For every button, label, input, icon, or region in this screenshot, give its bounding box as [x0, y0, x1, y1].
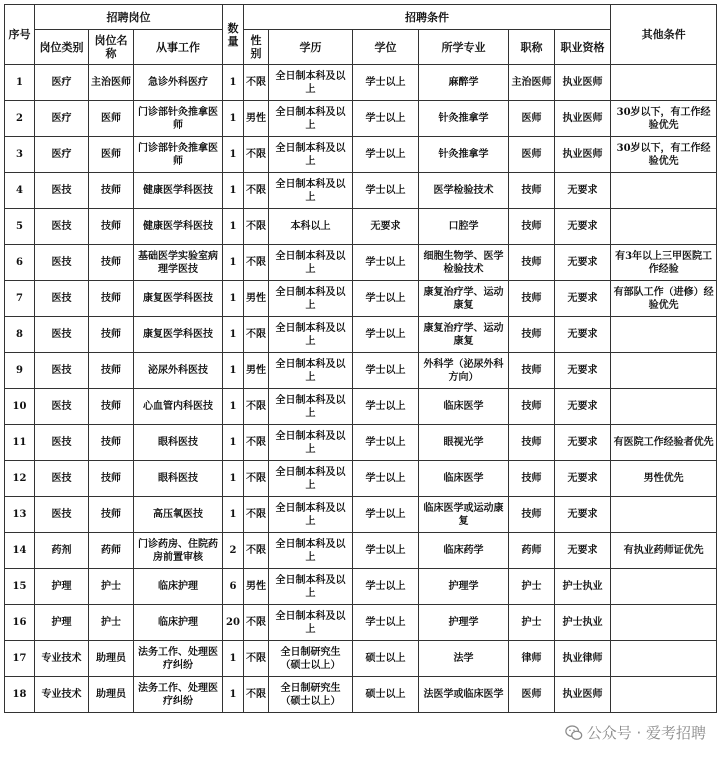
title-cell: 医师 — [509, 101, 555, 137]
category-cell: 医技 — [35, 173, 89, 209]
category-cell: 医技 — [35, 209, 89, 245]
table-row — [5, 497, 717, 533]
other-cell — [611, 209, 717, 245]
title-cell: 技师 — [509, 209, 555, 245]
other-cell — [611, 65, 717, 101]
other-cell: 30岁以下，有工作经验优先 — [611, 101, 717, 137]
post-name-cell: 药师 — [89, 533, 134, 569]
watermark — [565, 722, 706, 743]
seq-cell: 8 — [5, 317, 35, 353]
title-cell: 技师 — [509, 281, 555, 317]
qualification-cell: 无要求 — [555, 425, 611, 461]
header-category: 岗位类别 — [35, 30, 89, 65]
work-cell: 高压氧医技 — [134, 497, 223, 533]
table-row — [5, 605, 717, 641]
other-cell — [611, 317, 717, 353]
degree-cell: 学士以上 — [353, 245, 419, 281]
other-cell — [611, 353, 717, 389]
gender-cell: 不限 — [244, 425, 269, 461]
other-cell — [611, 173, 717, 209]
header-degree: 学位 — [353, 30, 419, 65]
degree-cell: 学士以上 — [353, 173, 419, 209]
table-row — [5, 677, 717, 713]
education-cell: 全日制本科及以上 — [269, 173, 353, 209]
work-cell: 法务工作、处理医疗纠纷 — [134, 641, 223, 677]
qualification-cell: 无要求 — [555, 461, 611, 497]
work-cell: 健康医学科医技 — [134, 173, 223, 209]
major-cell: 临床医学 — [419, 389, 509, 425]
post-name-cell: 主治医师 — [89, 65, 134, 101]
gender-cell: 男性 — [244, 281, 269, 317]
category-cell: 专业技术 — [35, 641, 89, 677]
title-cell: 技师 — [509, 245, 555, 281]
major-cell: 临床医学或运动康复 — [419, 497, 509, 533]
qualification-cell: 无要求 — [555, 317, 611, 353]
category-cell: 医技 — [35, 497, 89, 533]
table-row — [5, 245, 717, 281]
gender-cell: 不限 — [244, 173, 269, 209]
category-cell: 医疗 — [35, 65, 89, 101]
header-seq: 序号 — [5, 5, 35, 65]
post-name-cell: 技师 — [89, 425, 134, 461]
other-cell: 有医院工作经验者优先 — [611, 425, 717, 461]
gender-cell: 不限 — [244, 245, 269, 281]
education-cell: 全日制本科及以上 — [269, 353, 353, 389]
degree-cell: 学士以上 — [353, 65, 419, 101]
title-cell: 护士 — [509, 605, 555, 641]
education-cell: 全日制本科及以上 — [269, 137, 353, 173]
degree-cell: 学士以上 — [353, 569, 419, 605]
qualification-cell: 护士执业 — [555, 569, 611, 605]
table-row — [5, 461, 717, 497]
other-cell — [611, 497, 717, 533]
work-cell: 门诊药房、住院药房前置审核 — [134, 533, 223, 569]
wechat-icon — [565, 724, 583, 742]
work-cell: 心血管内科医技 — [134, 389, 223, 425]
work-cell: 健康医学科医技 — [134, 209, 223, 245]
education-cell: 全日制本科及以上 — [269, 317, 353, 353]
major-cell: 眼视光学 — [419, 425, 509, 461]
category-cell: 医疗 — [35, 101, 89, 137]
major-cell: 康复治疗学、运动康复 — [419, 317, 509, 353]
seq-cell: 15 — [5, 569, 35, 605]
table-row — [5, 389, 717, 425]
major-cell: 护理学 — [419, 569, 509, 605]
degree-cell: 学士以上 — [353, 353, 419, 389]
work-cell: 泌尿外科医技 — [134, 353, 223, 389]
seq-cell: 9 — [5, 353, 35, 389]
count-cell: 1 — [223, 677, 244, 713]
education-cell: 全日制本科及以上 — [269, 461, 353, 497]
degree-cell: 硕士以上 — [353, 677, 419, 713]
seq-cell: 6 — [5, 245, 35, 281]
degree-cell: 学士以上 — [353, 425, 419, 461]
count-cell: 1 — [223, 281, 244, 317]
qualification-cell: 无要求 — [555, 209, 611, 245]
seq-cell: 7 — [5, 281, 35, 317]
degree-cell: 无要求 — [353, 209, 419, 245]
table-row — [5, 569, 717, 605]
other-cell: 30岁以下，有工作经验优先 — [611, 137, 717, 173]
major-cell: 康复治疗学、运动康复 — [419, 281, 509, 317]
count-cell: 1 — [223, 137, 244, 173]
header-conditions-group: 招聘条件 — [244, 5, 611, 30]
table-row — [5, 101, 717, 137]
title-cell: 医师 — [509, 677, 555, 713]
qualification-cell: 无要求 — [555, 389, 611, 425]
major-cell: 外科学（泌尿外科方向） — [419, 353, 509, 389]
category-cell: 专业技术 — [35, 677, 89, 713]
gender-cell: 不限 — [244, 497, 269, 533]
work-cell: 眼科医技 — [134, 425, 223, 461]
major-cell: 针灸推拿学 — [419, 137, 509, 173]
work-cell: 临床护理 — [134, 569, 223, 605]
degree-cell: 硕士以上 — [353, 641, 419, 677]
qualification-cell: 执业医师 — [555, 101, 611, 137]
other-cell — [611, 641, 717, 677]
count-cell: 1 — [223, 425, 244, 461]
header-title: 职称 — [509, 30, 555, 65]
count-cell: 1 — [223, 245, 244, 281]
table-row — [5, 317, 717, 353]
education-cell: 全日制本科及以上 — [269, 605, 353, 641]
qualification-cell: 无要求 — [555, 497, 611, 533]
work-cell: 门诊部针灸推拿医师 — [134, 137, 223, 173]
title-cell: 技师 — [509, 425, 555, 461]
count-cell: 1 — [223, 173, 244, 209]
category-cell: 护理 — [35, 569, 89, 605]
title-cell: 技师 — [509, 461, 555, 497]
major-cell: 口腔学 — [419, 209, 509, 245]
work-cell: 法务工作、处理医疗纠纷 — [134, 677, 223, 713]
major-cell: 细胞生物学、医学检验技术 — [419, 245, 509, 281]
category-cell: 药剂 — [35, 533, 89, 569]
degree-cell: 学士以上 — [353, 137, 419, 173]
post-name-cell: 技师 — [89, 209, 134, 245]
post-name-cell: 技师 — [89, 461, 134, 497]
other-cell — [611, 677, 717, 713]
other-cell — [611, 605, 717, 641]
work-cell: 眼科医技 — [134, 461, 223, 497]
gender-cell: 男性 — [244, 101, 269, 137]
work-cell: 基础医学实验室病理学医技 — [134, 245, 223, 281]
category-cell: 医技 — [35, 317, 89, 353]
qualification-cell: 无要求 — [555, 245, 611, 281]
title-cell: 技师 — [509, 317, 555, 353]
gender-cell: 不限 — [244, 677, 269, 713]
title-cell: 医师 — [509, 137, 555, 173]
count-cell: 1 — [223, 101, 244, 137]
seq-cell: 3 — [5, 137, 35, 173]
title-cell: 律师 — [509, 641, 555, 677]
title-cell: 护士 — [509, 569, 555, 605]
table-row — [5, 425, 717, 461]
category-cell: 医技 — [35, 461, 89, 497]
education-cell: 全日制本科及以上 — [269, 569, 353, 605]
post-name-cell: 护士 — [89, 605, 134, 641]
degree-cell: 学士以上 — [353, 533, 419, 569]
post-name-cell: 护士 — [89, 569, 134, 605]
qualification-cell: 执业律师 — [555, 641, 611, 677]
seq-cell: 5 — [5, 209, 35, 245]
count-cell: 1 — [223, 461, 244, 497]
category-cell: 医技 — [35, 425, 89, 461]
education-cell: 全日制研究生（硕士以上） — [269, 677, 353, 713]
count-cell: 1 — [223, 209, 244, 245]
count-cell: 1 — [223, 317, 244, 353]
other-cell: 有部队工作（进修）经验优先 — [611, 281, 717, 317]
table-row — [5, 209, 717, 245]
category-cell: 护理 — [35, 605, 89, 641]
count-cell: 2 — [223, 533, 244, 569]
post-name-cell: 技师 — [89, 245, 134, 281]
post-name-cell: 医师 — [89, 137, 134, 173]
education-cell: 全日制本科及以上 — [269, 533, 353, 569]
count-cell: 1 — [223, 65, 244, 101]
category-cell: 医疗 — [35, 137, 89, 173]
post-name-cell: 医师 — [89, 101, 134, 137]
title-cell: 技师 — [509, 497, 555, 533]
table-row — [5, 137, 717, 173]
education-cell: 全日制本科及以上 — [269, 101, 353, 137]
header-post-name: 岗位名称 — [89, 30, 134, 65]
watermark-text: 公众号 · 爱考招聘 — [586, 724, 706, 742]
other-cell: 男性优先 — [611, 461, 717, 497]
major-cell: 法学 — [419, 641, 509, 677]
education-cell: 全日制本科及以上 — [269, 497, 353, 533]
header-gender: 性别 — [244, 30, 269, 65]
education-cell: 全日制本科及以上 — [269, 389, 353, 425]
degree-cell: 学士以上 — [353, 317, 419, 353]
category-cell: 医技 — [35, 353, 89, 389]
major-cell: 临床药学 — [419, 533, 509, 569]
header-post-group: 招聘岗位 — [35, 5, 223, 30]
header-work: 从事工作 — [134, 30, 223, 65]
gender-cell: 不限 — [244, 65, 269, 101]
qualification-cell: 执业医师 — [555, 137, 611, 173]
title-cell: 技师 — [509, 389, 555, 425]
gender-cell: 不限 — [244, 389, 269, 425]
gender-cell: 男性 — [244, 569, 269, 605]
gender-cell: 不限 — [244, 461, 269, 497]
seq-cell: 13 — [5, 497, 35, 533]
seq-cell: 14 — [5, 533, 35, 569]
qualification-cell: 无要求 — [555, 353, 611, 389]
header-education: 学历 — [269, 30, 353, 65]
category-cell: 医技 — [35, 245, 89, 281]
major-cell: 法医学或临床医学 — [419, 677, 509, 713]
degree-cell: 学士以上 — [353, 281, 419, 317]
post-name-cell: 技师 — [89, 317, 134, 353]
work-cell: 临床护理 — [134, 605, 223, 641]
seq-cell: 2 — [5, 101, 35, 137]
major-cell: 护理学 — [419, 605, 509, 641]
gender-cell: 不限 — [244, 209, 269, 245]
degree-cell: 学士以上 — [353, 497, 419, 533]
category-cell: 医技 — [35, 281, 89, 317]
seq-cell: 16 — [5, 605, 35, 641]
gender-cell: 不限 — [244, 641, 269, 677]
qualification-cell: 执业医师 — [555, 677, 611, 713]
post-name-cell: 技师 — [89, 353, 134, 389]
qualification-cell: 无要求 — [555, 281, 611, 317]
count-cell: 1 — [223, 389, 244, 425]
recruitment-table — [4, 4, 717, 713]
table-row — [5, 641, 717, 677]
other-cell: 有3年以上三甲医院工作经验 — [611, 245, 717, 281]
education-cell: 全日制研究生（硕士以上） — [269, 641, 353, 677]
other-cell — [611, 389, 717, 425]
count-cell: 20 — [223, 605, 244, 641]
major-cell: 医学检验技术 — [419, 173, 509, 209]
education-cell: 全日制本科及以上 — [269, 65, 353, 101]
table-body — [5, 65, 717, 713]
education-cell: 全日制本科及以上 — [269, 245, 353, 281]
work-cell: 急诊外科医疗 — [134, 65, 223, 101]
qualification-cell: 护士执业 — [555, 605, 611, 641]
qualification-cell: 无要求 — [555, 533, 611, 569]
seq-cell: 17 — [5, 641, 35, 677]
other-cell — [611, 569, 717, 605]
major-cell: 麻醉学 — [419, 65, 509, 101]
gender-cell: 男性 — [244, 353, 269, 389]
qualification-cell: 无要求 — [555, 173, 611, 209]
gender-cell: 不限 — [244, 533, 269, 569]
degree-cell: 学士以上 — [353, 101, 419, 137]
count-cell: 6 — [223, 569, 244, 605]
gender-cell: 不限 — [244, 317, 269, 353]
post-name-cell: 技师 — [89, 173, 134, 209]
major-cell: 针灸推拿学 — [419, 101, 509, 137]
table-row — [5, 533, 717, 569]
post-name-cell: 助理员 — [89, 677, 134, 713]
title-cell: 药师 — [509, 533, 555, 569]
post-name-cell: 技师 — [89, 389, 134, 425]
count-cell: 1 — [223, 497, 244, 533]
table-row — [5, 173, 717, 209]
table-row — [5, 65, 717, 101]
education-cell: 本科以上 — [269, 209, 353, 245]
table-row — [5, 281, 717, 317]
header-count: 数量 — [223, 5, 244, 65]
count-cell: 1 — [223, 353, 244, 389]
seq-cell: 10 — [5, 389, 35, 425]
title-cell: 技师 — [509, 353, 555, 389]
seq-cell: 4 — [5, 173, 35, 209]
table-row — [5, 353, 717, 389]
education-cell: 全日制本科及以上 — [269, 281, 353, 317]
qualification-cell: 执业医师 — [555, 65, 611, 101]
gender-cell: 不限 — [244, 605, 269, 641]
seq-cell: 12 — [5, 461, 35, 497]
seq-cell: 18 — [5, 677, 35, 713]
post-name-cell: 技师 — [89, 281, 134, 317]
header-major: 所学专业 — [419, 30, 509, 65]
gender-cell: 不限 — [244, 137, 269, 173]
category-cell: 医技 — [35, 389, 89, 425]
major-cell: 临床医学 — [419, 461, 509, 497]
seq-cell: 11 — [5, 425, 35, 461]
work-cell: 康复医学科医技 — [134, 317, 223, 353]
work-cell: 康复医学科医技 — [134, 281, 223, 317]
seq-cell: 1 — [5, 65, 35, 101]
post-name-cell: 助理员 — [89, 641, 134, 677]
degree-cell: 学士以上 — [353, 389, 419, 425]
title-cell: 主治医师 — [509, 65, 555, 101]
header-qualification: 职业资格 — [555, 30, 611, 65]
degree-cell: 学士以上 — [353, 461, 419, 497]
count-cell: 1 — [223, 641, 244, 677]
other-cell: 有执业药师证优先 — [611, 533, 717, 569]
work-cell: 门诊部针灸推拿医师 — [134, 101, 223, 137]
degree-cell: 学士以上 — [353, 605, 419, 641]
header-other: 其他条件 — [611, 5, 717, 65]
title-cell: 技师 — [509, 173, 555, 209]
post-name-cell: 技师 — [89, 497, 134, 533]
education-cell: 全日制本科及以上 — [269, 425, 353, 461]
